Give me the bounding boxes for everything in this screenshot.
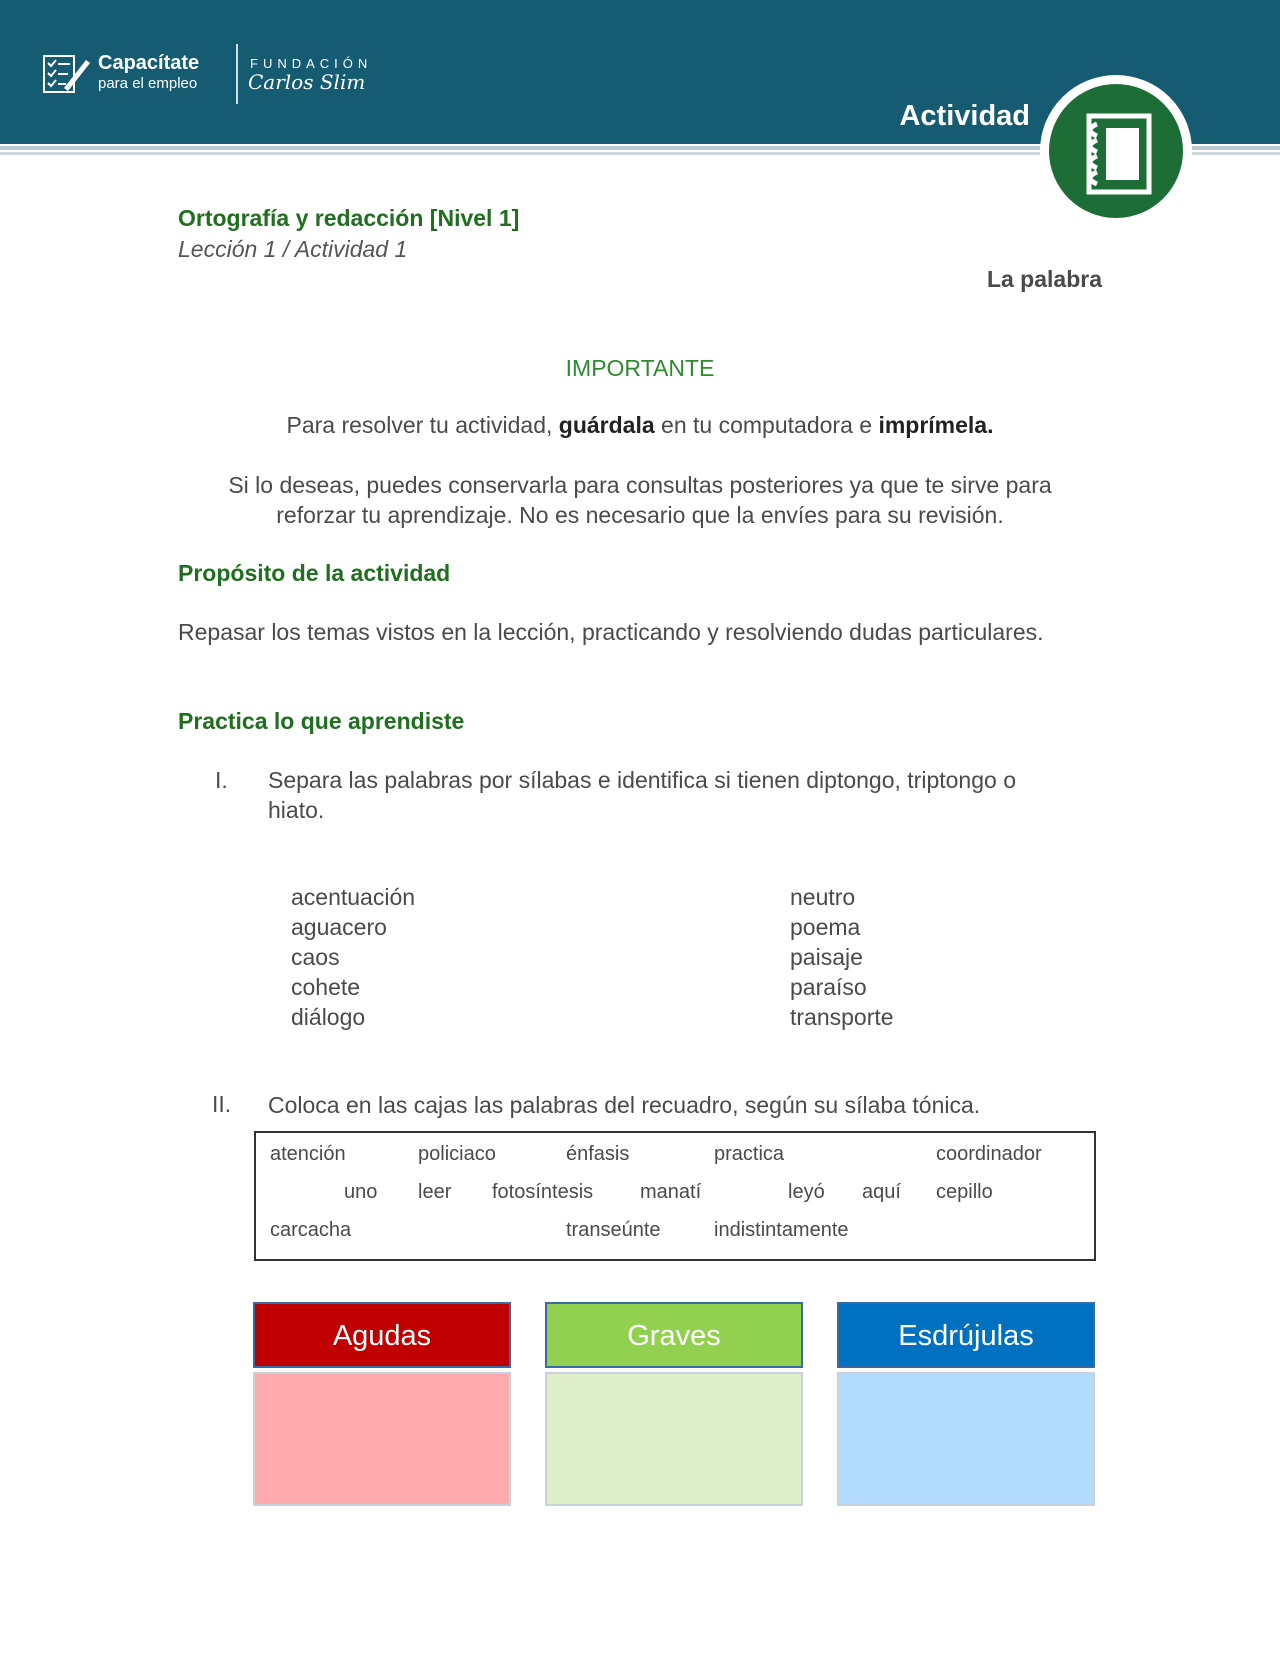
purpose-heading: Propósito de la actividad (178, 560, 451, 586)
instruction-text: Para resolver tu actividad, (286, 412, 559, 438)
save-emphasis: guárdala (558, 412, 655, 438)
activity-badge (1040, 75, 1192, 227)
word-bank-item: carcacha (270, 1219, 352, 1241)
word-bank-box (254, 1131, 1096, 1261)
important-note: Si lo deseas, puedes conservarla para consultas posteriores ya que te sirve para reforzar tu aprendizaje. No es necesario que la envíes para su revisión. (228, 472, 1052, 528)
print-emphasis: imprímela. (878, 412, 994, 438)
word-list-left (291, 882, 415, 1032)
important-heading: IMPORTANTE (565, 355, 715, 381)
category-agudas-dropzone[interactable] (253, 1372, 511, 1506)
course-title: Ortografía y redacción [Nivel 1] (178, 205, 520, 231)
word-bank-item: fotosíntesis (492, 1181, 594, 1203)
practice-heading: Practica lo que aprendiste (178, 708, 465, 734)
list-item: paraíso (790, 974, 867, 1000)
list-item: cohete (291, 974, 361, 1000)
list-item: neutro (790, 884, 856, 910)
category-graves-header: Graves (545, 1302, 803, 1368)
list-item: caos (291, 944, 340, 970)
category-agudas-header: Agudas (253, 1302, 511, 1368)
category-esdrujulas-header: Esdrújulas (837, 1302, 1095, 1368)
list-item: paisaje (790, 944, 863, 970)
word-bank-item: transeúnte (566, 1219, 661, 1241)
exercise-2-instruction: Coloca en las cajas las palabras del recuadro, según su sílaba tónica. (268, 1092, 981, 1118)
exercise-2-numeral: II. (212, 1091, 232, 1117)
word-bank-item: policiaco (418, 1143, 496, 1165)
word-bank-item: manatí (640, 1181, 702, 1203)
word-bank-item: indistintamente (714, 1219, 849, 1241)
purpose-text: Repasar los temas vistos en la lección, practicando y resolviendo dudas particulares. (178, 619, 1044, 645)
list-item: transporte (790, 1004, 894, 1030)
word-bank-item: atención (270, 1143, 346, 1165)
word-bank-item: énfasis (566, 1143, 630, 1165)
list-item: poema (790, 914, 861, 940)
category-graves-dropzone[interactable] (545, 1372, 803, 1506)
word-bank-item: aquí (862, 1181, 901, 1203)
logo-subtitle: para el empleo (98, 75, 198, 92)
badge-circle (1049, 84, 1183, 218)
important-instruction (160, 410, 1120, 440)
foundation-label: FUNDACIÓN (250, 56, 373, 71)
category-esdrujulas-dropzone[interactable] (837, 1372, 1095, 1506)
logo-title: Capacítate (98, 52, 200, 74)
lesson-label: Lección 1 / Actividad 1 (178, 236, 408, 262)
word-bank-item: coordinador (936, 1143, 1042, 1165)
word-bank-item: leer (418, 1181, 452, 1203)
list-item: diálogo (291, 1004, 366, 1030)
word-bank-item: leyó (788, 1181, 825, 1203)
word-bank-item: practica (714, 1143, 785, 1165)
list-item: aguacero (291, 914, 387, 940)
list-item: acentuación (291, 884, 416, 910)
logo-divider (236, 44, 238, 104)
word-list-right (790, 882, 894, 1032)
checklist-pen-icon (42, 54, 92, 94)
section-label: Actividad (899, 100, 1030, 132)
word-bank-item: uno (344, 1181, 378, 1203)
exercise-1-numeral: I. (215, 767, 228, 793)
topic-title: La palabra (986, 266, 1102, 292)
notebook-icon (1049, 84, 1183, 218)
exercise-1-instruction: Separa las palabras por sílabas e identifica si tienen diptongo, triptongo o hiato. (268, 767, 1016, 823)
instruction-text: en tu computadora e (654, 412, 879, 438)
foundation-name: Carlos Slim (248, 70, 366, 94)
word-bank-item: cepillo (936, 1181, 993, 1203)
